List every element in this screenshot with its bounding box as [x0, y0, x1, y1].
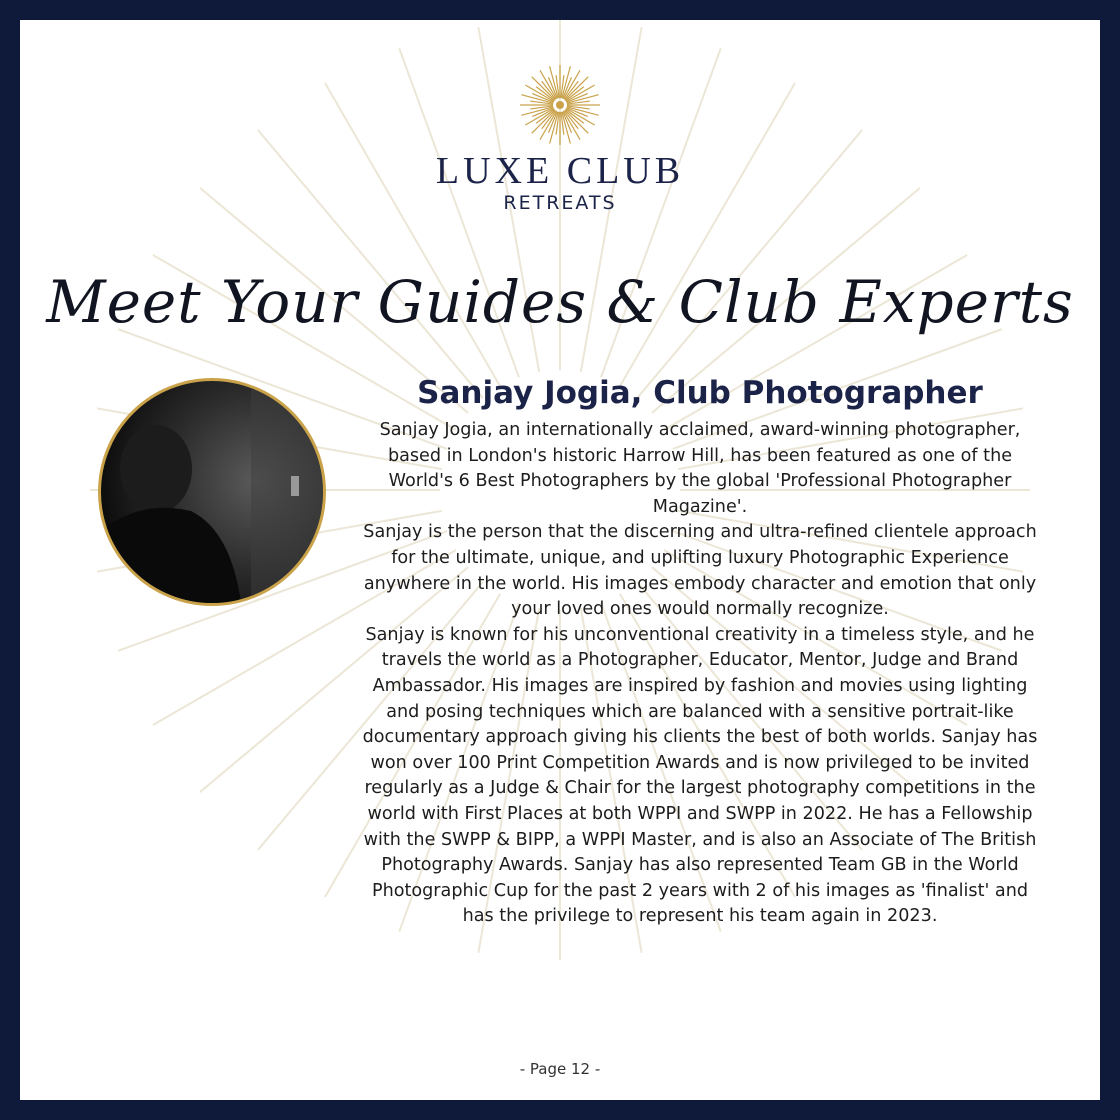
portrait-silhouette-icon	[101, 381, 323, 603]
page-number: - Page 12 -	[519, 1060, 601, 1078]
brochure-page	[20, 20, 1100, 1100]
brand-name: LUXE CLUB	[435, 150, 685, 192]
bio-paragraph-3: Sanjay is known for his unconventional creativity in a timeless style, and he travels the world as a Photographer, Educator, Mentor, Judge and Brand Ambassador. His images are inspired by fashion and movies using lighting and posing techniques which are balanced with a sensitive portrait-like documentary approach giving his clients the best of both worlds. Sanjay has won over 100 Print Competition Awards and is now privileged to be invited regularly as a Judge & Chair for the largest photography competitions in the world with First Places at both WPPI and SWPP in 2022. He has a Fellowship with the SWPP & BIPP, a WPPI Master, and is also an Associate of The British Photography Awards. Sanjay has also represented Team GB in the World Photographic Cup for the past 2 years with 2 of his images as 'finalist' and has the privilege to represent his team again in 2023.	[362, 624, 1038, 927]
brand-logo	[20, 60, 1100, 214]
expert-title: Sanjay Jogia, Club Photographer	[417, 375, 983, 411]
bio-paragraph-2: Sanjay is the person that the discerning and ultra-refined clientele approach for the ultimate, unique, and uplifting luxury Photographic Experience anywhere in the world. His images embody character and emotion that only your loved ones would normally recognize.	[363, 522, 1037, 620]
expert-portrait-photo	[98, 378, 326, 606]
bio-paragraph-1: Sanjay Jogia, an internationally acclaimed, award-winning photographer, based in London's historic Harrow Hill, has been featured as one of the World's 6 Best Photographers by the global 'Professional Photographer Magazine'.	[379, 420, 1021, 517]
sunburst-logo-icon	[515, 60, 605, 150]
page-headline: Meet Your Guides & Club Experts	[46, 268, 1074, 336]
expert-bio	[360, 372, 1040, 930]
brand-subtitle: RETREATS	[503, 192, 617, 214]
